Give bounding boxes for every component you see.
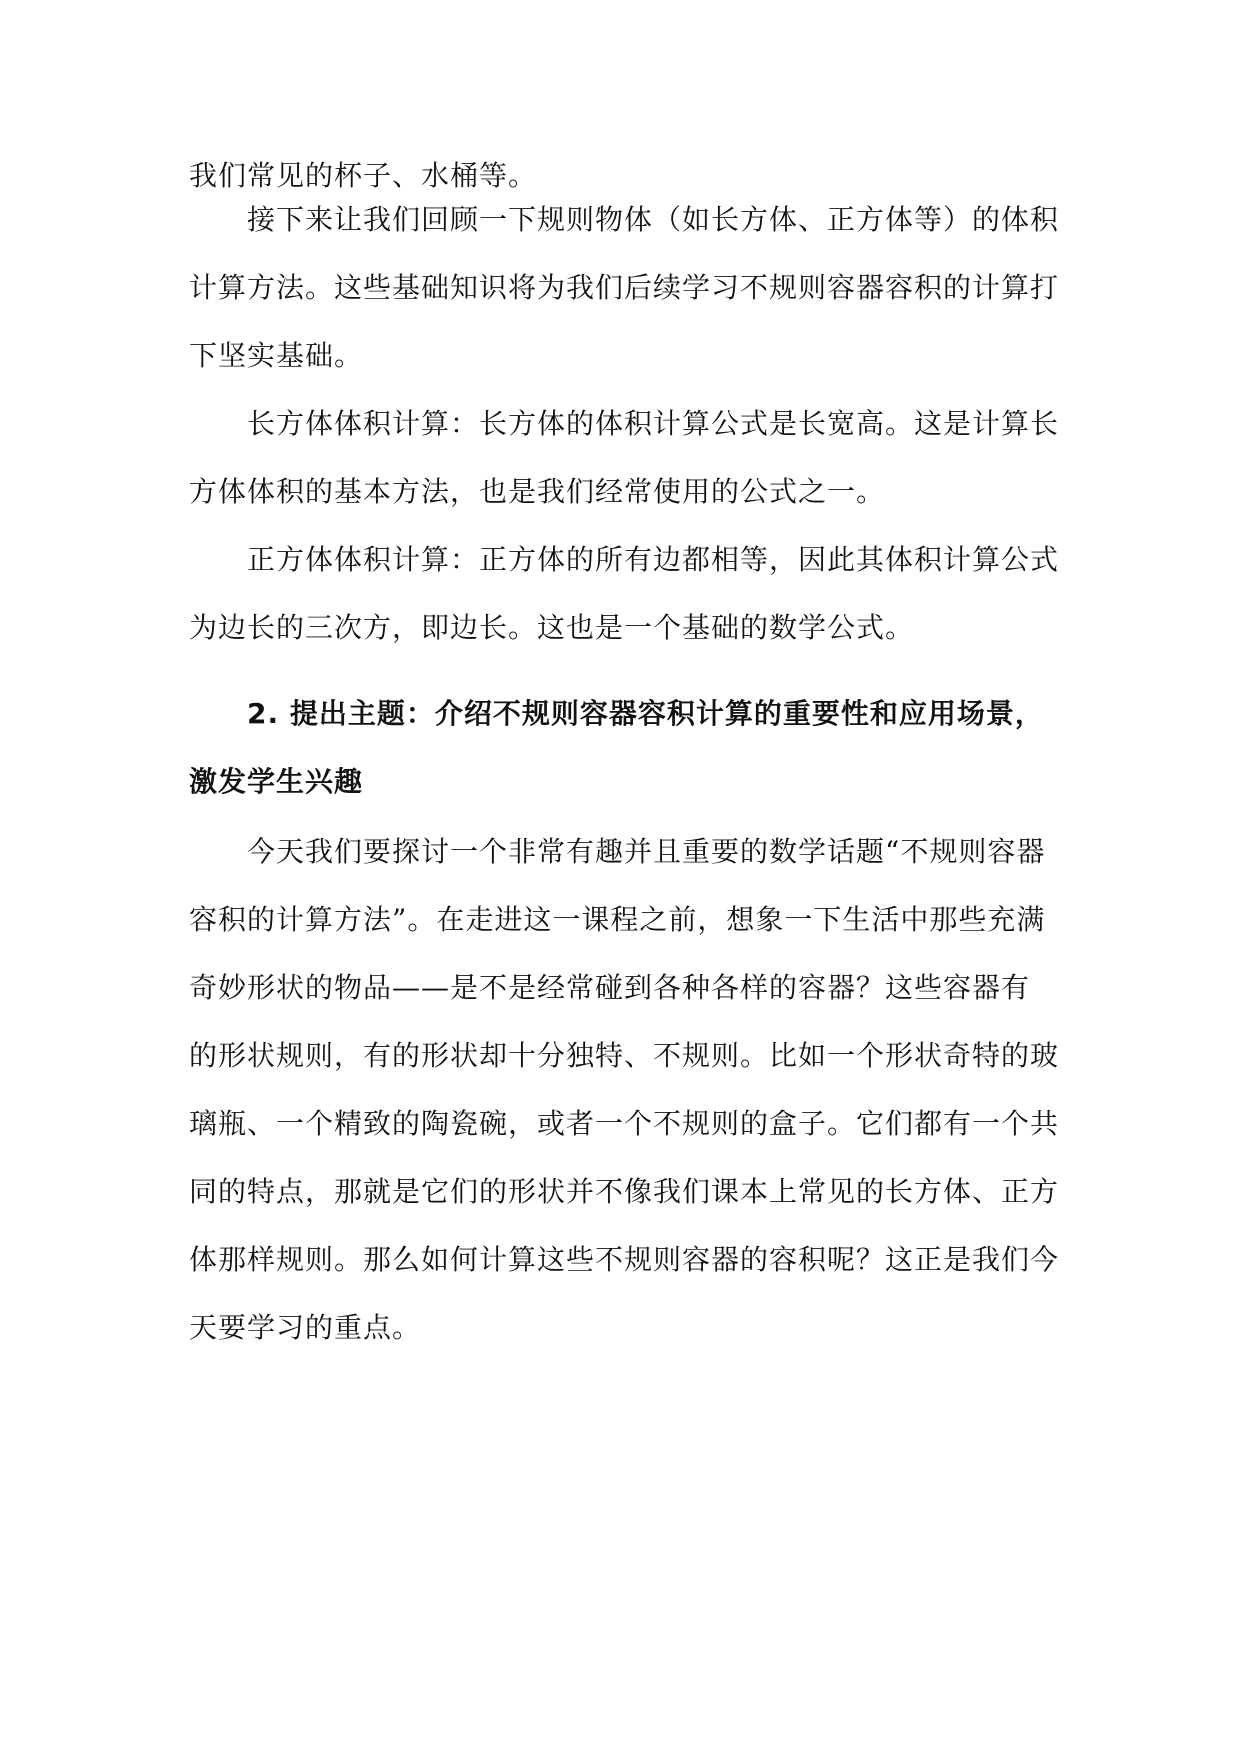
text-line: 同的特点，那就是它们的形状并不像我们课本上常见的长方体、正方 [189,1175,1060,1208]
text-line: 的形状规则，有的形状却十分独特、不规则。比如一个形状奇特的玻 [189,1039,1060,1072]
text-line: 奇妙形状的物品——是不是经常碰到各种各样的容器？这些容器有 [189,971,1031,1004]
text-line: 接下来让我们回顾一下规则物体（如长方体、正方体等）的体积 [247,203,1060,236]
text-line: 我们常见的杯子、水桶等。 [189,159,538,192]
text-line: 下坚实基础。 [189,339,364,372]
text-line: 体那样规则。那么如何计算这些不规则容器的容积呢？这正是我们今 [189,1243,1060,1276]
text-line: 计算方法。这些基础知识将为我们后续学习不规则容器容积的计算打 [189,271,1060,304]
section-heading: 2. 提出主题：介绍不规则容器容积计算的重要性和应用场景， [247,697,1044,730]
text-line: 长方体体积计算：长方体的体积计算公式是长宽高。这是计算长 [247,407,1060,440]
text-line: 容积的计算方法”。在走进这一课程之前，想象一下生活中那些充满 [189,903,1046,936]
section-heading-continued: 激发学生兴趣 [189,765,364,798]
text-line: 正方体体积计算：正方体的所有边都相等，因此其体积计算公式 [247,543,1060,576]
text-line: 为边长的三次方，即边长。这也是一个基础的数学公式。 [189,611,915,644]
text-line: 方体体积的基本方法，也是我们经常使用的公式之一。 [189,475,886,508]
text-line: 璃瓶、一个精致的陶瓷碗，或者一个不规则的盒子。它们都有一个共 [189,1107,1060,1140]
text-line: 天要学习的重点。 [189,1311,422,1344]
text-line: 今天我们要探讨一个非常有趣并且重要的数学话题“不规则容器 [247,835,1046,868]
